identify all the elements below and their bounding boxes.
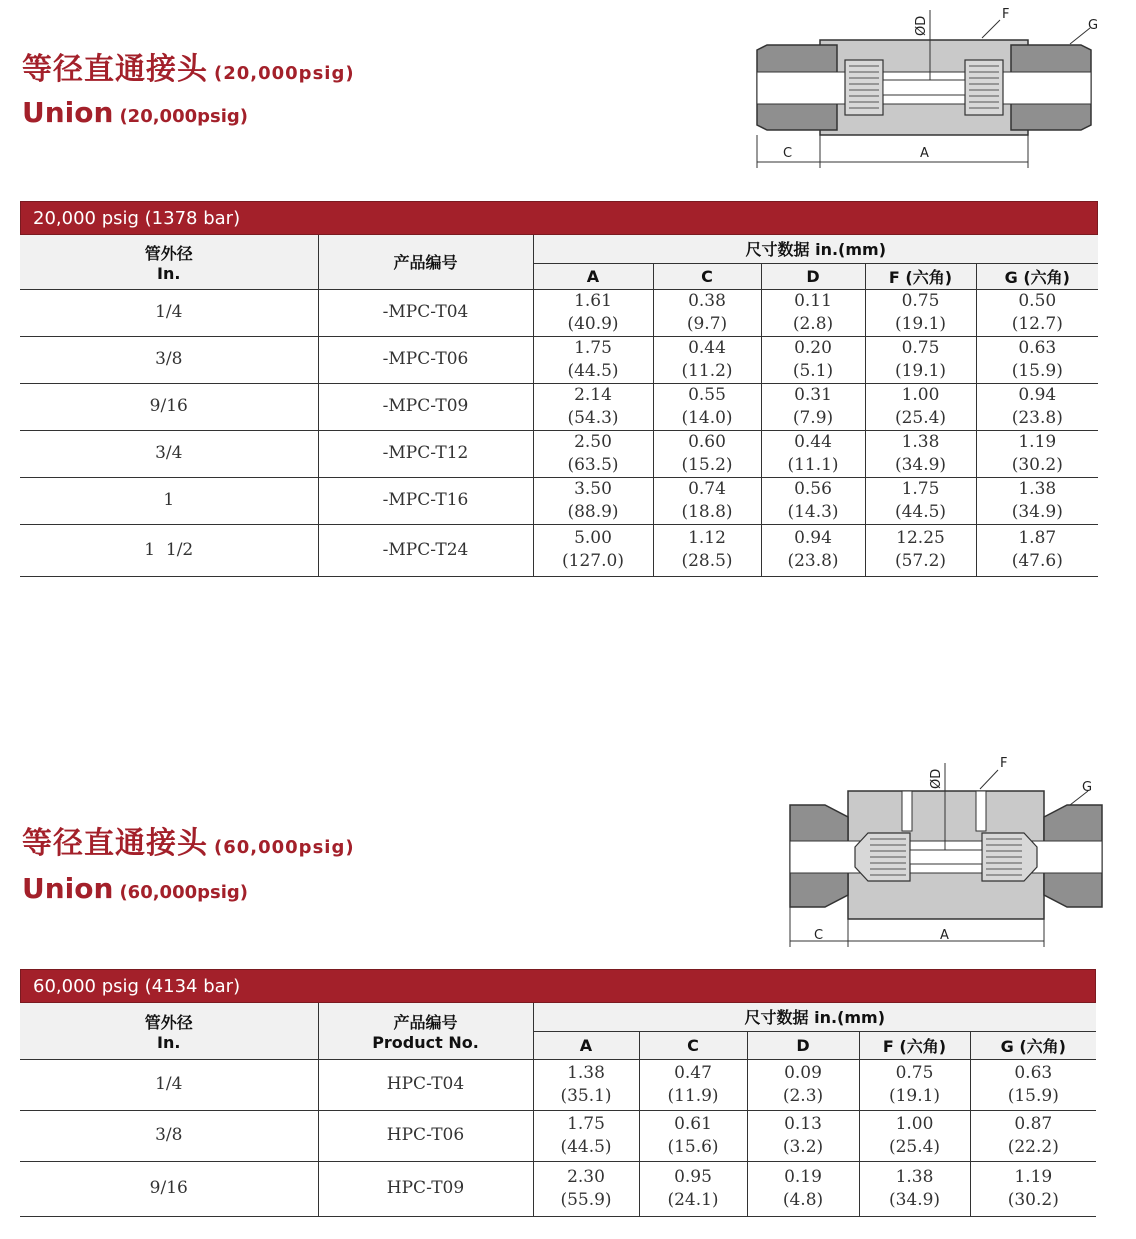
cell-dim-a <box>533 477 653 524</box>
dim-inch-value: 3.50 <box>574 478 612 499</box>
dim-mm-value: (44.5) <box>567 360 619 381</box>
cell-dim-f <box>865 477 976 524</box>
cell-dim-c <box>653 477 761 524</box>
section2-col-od <box>20 1003 318 1059</box>
cell-dim-c <box>639 1110 747 1161</box>
section2-col-g: G (六角) <box>970 1031 1096 1059</box>
dim-inch-value: 2.30 <box>567 1166 605 1187</box>
section2-col-product <box>318 1003 533 1059</box>
cell-dim-a <box>533 430 653 477</box>
section2-col-product-label: 产品编号 <box>393 1012 458 1032</box>
dim-inch-value: 0.55 <box>688 384 726 405</box>
cell-dim-c <box>639 1161 747 1216</box>
table-row <box>20 1161 1096 1216</box>
dim-inch-value: 0.56 <box>794 478 832 499</box>
cell-product-no: HPC-T04 <box>318 1059 533 1110</box>
cell-tube-od: 1 1/2 <box>144 539 194 560</box>
section2-title-en-text: Union <box>22 872 114 905</box>
section2-col-f: F (六角) <box>859 1031 970 1059</box>
dim-mm-value: (25.4) <box>894 407 947 428</box>
dim-inch-value: 2.50 <box>574 431 612 452</box>
dim-inch-value: 0.44 <box>688 337 726 358</box>
dim-mm-value: (55.9) <box>560 1189 612 1210</box>
section2-title-en <box>22 872 248 905</box>
cell-dim-g <box>976 477 1098 524</box>
cell-dim-d <box>761 383 865 430</box>
section2-title-en-sub: (60,000psig) <box>119 882 249 903</box>
dim-inch-value: 0.61 <box>674 1113 712 1134</box>
dim-inch-value: 0.13 <box>784 1113 822 1134</box>
cell-tube-od: 1/4 <box>155 1074 183 1094</box>
dim-mm-value: (11.2) <box>681 360 733 381</box>
dim-mm-value: (28.5) <box>681 551 733 571</box>
cell-tube-od: 1 <box>163 490 175 510</box>
dim-mm-value: (11.9) <box>667 1085 719 1106</box>
cell-dim-g <box>976 289 1098 336</box>
section2-diagram-label-d: ØD <box>929 768 944 789</box>
dim-inch-value: 1.75 <box>567 1113 605 1134</box>
cell-dim-d <box>761 289 865 336</box>
cell-dim-f <box>859 1161 970 1216</box>
section1-diagram-label-g: G <box>1088 18 1099 33</box>
dim-mm-value: (22.2) <box>1007 1136 1059 1157</box>
dim-mm-value: (19.1) <box>888 1085 941 1106</box>
dim-mm-value: (12.7) <box>1011 313 1063 334</box>
cell-tube-od: 9/16 <box>149 1178 188 1198</box>
section2-col-c: C <box>639 1031 747 1059</box>
dim-mm-value: (4.8) <box>782 1189 824 1210</box>
cell-dim-g <box>970 1110 1096 1161</box>
table-row <box>20 383 1098 430</box>
dim-mm-value: (88.9) <box>567 501 619 522</box>
dim-mm-value: (54.3) <box>567 407 619 428</box>
section1-col-c: C <box>653 263 761 289</box>
cell-dim-c <box>653 430 761 477</box>
dim-inch-value: 0.87 <box>1014 1113 1053 1134</box>
dim-mm-value: (24.1) <box>667 1189 719 1210</box>
section1-diagram-label-f: F <box>1002 7 1010 22</box>
dim-inch-value: 1.61 <box>574 290 612 311</box>
cell-dim-g <box>976 524 1098 576</box>
dim-mm-value: (11.1) <box>787 454 839 475</box>
cell-product-no: -MPC-T24 <box>318 524 533 576</box>
dim-mm-value: (34.9) <box>894 454 947 475</box>
section1-col-dims: 尺寸数据 in.(mm) <box>533 235 1098 263</box>
section1-diagram-label-a: A <box>920 146 929 161</box>
dim-mm-value: (44.5) <box>560 1136 612 1157</box>
section2-diagram-label-a: A <box>940 928 949 943</box>
cell-tube-od: 3/4 <box>155 443 183 463</box>
dim-inch-value: 1.00 <box>901 384 940 405</box>
cell-dim-g <box>970 1161 1096 1216</box>
cell-dim-a <box>533 1161 639 1216</box>
dim-inch-value: 0.38 <box>688 290 726 311</box>
cell-product-no: -MPC-T06 <box>318 336 533 383</box>
cell-dim-c <box>653 383 761 430</box>
dim-mm-value: (127.0) <box>562 551 624 571</box>
union-20k-diagram <box>745 0 1115 175</box>
dim-mm-value: (15.6) <box>667 1136 719 1157</box>
dim-mm-value: (57.2) <box>894 551 947 571</box>
cell-product-no: -MPC-T12 <box>318 430 533 477</box>
dim-inch-value: 1.00 <box>895 1113 934 1134</box>
dim-inch-value: 1.12 <box>688 528 726 548</box>
table-row <box>20 430 1098 477</box>
section1-title-en-text: Union <box>22 96 114 129</box>
section1-col-product-label: 产品编号 <box>393 253 458 273</box>
section2-title-cn-text: 等径直通接头 <box>22 826 208 861</box>
cell-dim-d <box>747 1161 859 1216</box>
cell-dim-f <box>865 383 976 430</box>
cell-dim-a <box>533 524 653 576</box>
section2-col-dims: 尺寸数据 in.(mm) <box>533 1003 1096 1031</box>
dim-mm-value: (19.1) <box>894 360 947 381</box>
dim-inch-value: 0.74 <box>688 478 726 499</box>
cell-dim-g <box>976 336 1098 383</box>
dim-mm-value: (2.3) <box>782 1085 824 1106</box>
section1-title-en-sub: (20,000psig) <box>119 106 249 127</box>
cell-dim-d <box>761 430 865 477</box>
cell-dim-f <box>865 336 976 383</box>
section1-title-cn-text: 等径直通接头 <box>22 52 208 87</box>
dim-inch-value: 1.38 <box>1018 478 1057 499</box>
section1-title-cn-sub: (20,000psig) <box>214 63 355 84</box>
dim-inch-value: 1.19 <box>1014 1166 1053 1187</box>
cell-dim-a <box>533 1059 639 1110</box>
cell-product-no: HPC-T09 <box>318 1161 533 1216</box>
dim-mm-value: (14.3) <box>787 501 839 522</box>
dim-inch-value: 0.95 <box>674 1166 712 1187</box>
dim-mm-value: (25.4) <box>888 1136 941 1157</box>
section2-dimension-table <box>20 1003 1096 1217</box>
cell-tube-od: 3/8 <box>155 349 183 369</box>
cell-dim-a <box>533 1110 639 1161</box>
section1-title-cn <box>22 44 355 88</box>
dim-inch-value: 1.75 <box>574 337 612 358</box>
dim-mm-value: (15.9) <box>1011 360 1063 381</box>
table-row <box>20 336 1098 383</box>
cell-dim-a <box>533 383 653 430</box>
cell-dim-d <box>747 1059 859 1110</box>
dim-inch-value: 0.47 <box>674 1062 712 1083</box>
dim-inch-value: 0.75 <box>895 1062 934 1083</box>
cell-dim-c <box>639 1059 747 1110</box>
dim-mm-value: (40.9) <box>567 313 619 334</box>
cell-dim-f <box>865 430 976 477</box>
dim-mm-value: (15.9) <box>1007 1085 1059 1106</box>
dim-mm-value: (23.8) <box>787 551 839 571</box>
section2-diagram-label-g: G <box>1082 780 1093 795</box>
cell-dim-a <box>533 289 653 336</box>
section1-col-a: A <box>533 263 653 289</box>
dim-inch-value: 0.63 <box>1018 337 1057 358</box>
dim-mm-value: (34.9) <box>888 1189 941 1210</box>
dim-mm-value: (9.7) <box>686 313 728 334</box>
dim-mm-value: (44.5) <box>894 501 947 522</box>
dim-inch-value: 0.19 <box>784 1166 822 1187</box>
cell-product-no: -MPC-T16 <box>318 477 533 524</box>
dim-inch-value: 12.25 <box>896 528 945 548</box>
dim-inch-value: 0.94 <box>794 528 832 548</box>
section1-diagram-label-c: C <box>783 146 793 161</box>
table-row <box>20 1059 1096 1110</box>
section1-col-od-unit: In. <box>157 263 181 283</box>
cell-dim-d <box>747 1110 859 1161</box>
cell-dim-d <box>761 336 865 383</box>
cell-dim-d <box>761 524 865 576</box>
cell-dim-a <box>533 336 653 383</box>
section2-title-cn <box>22 818 355 862</box>
cell-dim-f <box>865 289 976 336</box>
dim-inch-value: 1.38 <box>567 1062 605 1083</box>
section1-title-en <box>22 96 248 129</box>
section2-col-a: A <box>533 1031 639 1059</box>
dim-mm-value: (30.2) <box>1011 454 1063 475</box>
cell-dim-f <box>865 524 976 576</box>
dim-mm-value: (18.8) <box>681 501 733 522</box>
cell-tube-od: 1/4 <box>155 302 183 322</box>
cell-tube-od: 9/16 <box>149 396 188 416</box>
dim-inch-value: 1.87 <box>1018 528 1057 548</box>
dim-mm-value: (14.0) <box>681 407 733 428</box>
dim-mm-value: (47.6) <box>1011 551 1063 571</box>
dim-mm-value: (35.1) <box>560 1085 612 1106</box>
cell-dim-g <box>970 1059 1096 1110</box>
cell-dim-c <box>653 289 761 336</box>
section2-diagram-label-c: C <box>814 928 824 943</box>
dim-inch-value: 0.63 <box>1014 1062 1053 1083</box>
dim-inch-value: 1.38 <box>895 1166 934 1187</box>
cell-dim-g <box>976 383 1098 430</box>
table-row <box>20 289 1098 336</box>
dim-inch-value: 5.00 <box>574 528 612 548</box>
table-row <box>20 477 1098 524</box>
dim-mm-value: (19.1) <box>894 313 947 334</box>
dim-mm-value: (23.8) <box>1011 407 1063 428</box>
dim-inch-value: 1.19 <box>1018 431 1057 452</box>
section1-dimension-table <box>20 235 1098 577</box>
dim-mm-value: (3.2) <box>782 1136 824 1157</box>
dim-inch-value: 2.14 <box>574 384 612 405</box>
dim-inch-value: 0.75 <box>901 290 940 311</box>
section2-title-cn-sub: (60,000psig) <box>214 837 355 858</box>
cell-dim-c <box>653 336 761 383</box>
cell-dim-f <box>859 1110 970 1161</box>
section2-table <box>20 969 1096 1217</box>
section2-col-d: D <box>747 1031 859 1059</box>
table-row <box>20 524 1098 576</box>
dim-mm-value: (63.5) <box>567 454 619 475</box>
dim-mm-value: (7.9) <box>792 407 834 428</box>
section2-diagram-label-f: F <box>1000 756 1008 771</box>
dim-inch-value: 0.44 <box>794 431 832 452</box>
dim-inch-value: 0.09 <box>784 1062 822 1083</box>
section2-col-od-unit: In. <box>157 1032 181 1052</box>
dim-mm-value: (34.9) <box>1011 501 1063 522</box>
section1-table <box>20 201 1098 577</box>
cell-product-no: -MPC-T04 <box>318 289 533 336</box>
cell-dim-f <box>859 1059 970 1110</box>
section2-table-header: 60,000 psig (4134 bar) <box>20 969 1096 1003</box>
section1-diagram-label-d: ØD <box>914 15 929 36</box>
dim-inch-value: 0.75 <box>901 337 940 358</box>
dim-inch-value: 1.75 <box>901 478 940 499</box>
dim-inch-value: 0.20 <box>794 337 832 358</box>
dim-mm-value: (2.8) <box>792 313 834 334</box>
section1-col-product <box>318 235 533 289</box>
cell-tube-od: 3/8 <box>155 1125 183 1145</box>
section1-col-f: F (六角) <box>865 263 976 289</box>
dim-inch-value: 0.50 <box>1018 290 1057 311</box>
dim-inch-value: 1.38 <box>901 431 940 452</box>
section2-col-od-label: 管外径 <box>144 1012 193 1032</box>
dim-inch-value: 0.60 <box>688 431 726 452</box>
cell-product-no: -MPC-T09 <box>318 383 533 430</box>
section1-col-od <box>20 235 318 289</box>
cell-product-no: HPC-T06 <box>318 1110 533 1161</box>
section1-col-g: G (六角) <box>976 263 1098 289</box>
dim-inch-value: 0.31 <box>794 384 832 405</box>
table-row <box>20 1110 1096 1161</box>
union-60k-diagram <box>780 755 1120 950</box>
section2-col-product-en: Product No. <box>372 1032 479 1052</box>
cell-dim-d <box>761 477 865 524</box>
section1-col-od-label: 管外径 <box>144 243 193 263</box>
dim-mm-value: (15.2) <box>681 454 733 475</box>
dim-inch-value: 0.94 <box>1018 384 1057 405</box>
cell-dim-g <box>976 430 1098 477</box>
dim-mm-value: (5.1) <box>792 360 834 381</box>
dim-inch-value: 0.11 <box>794 290 832 311</box>
section1-col-d: D <box>761 263 865 289</box>
cell-dim-c <box>653 524 761 576</box>
section1-table-header: 20,000 psig (1378 bar) <box>20 201 1098 235</box>
dim-mm-value: (30.2) <box>1007 1189 1059 1210</box>
